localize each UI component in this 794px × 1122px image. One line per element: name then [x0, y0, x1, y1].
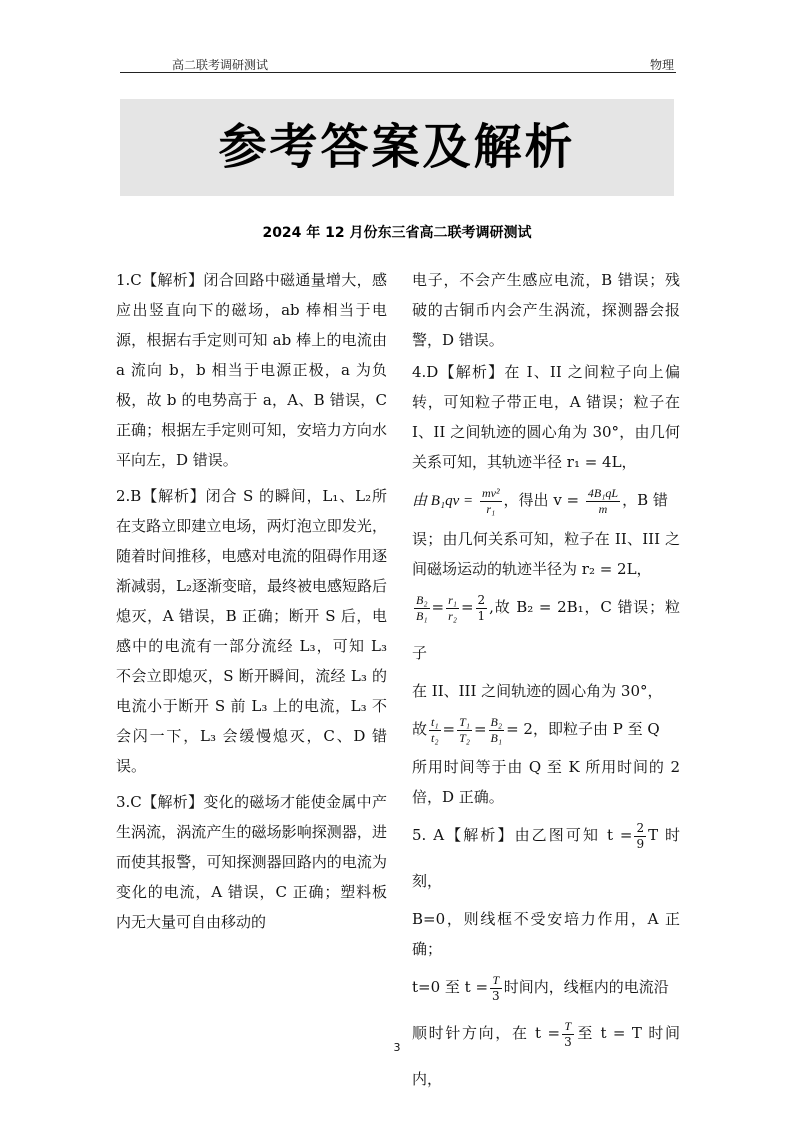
fraction	[490, 973, 502, 1004]
numerator: T₁	[459, 714, 470, 729]
denominator: 3	[492, 988, 500, 1003]
numerator: B₂	[416, 592, 428, 607]
answer-4-part-a: 4.D【解析】在 I、II 之间粒子向上偏转，可知粒子带正电，A 错误；粒子在 I、II 之间轨迹的圆心角为 30°，由几何关系可知，其轨迹半径 r₁ = 4L，	[412, 363, 680, 471]
denominator: m	[598, 501, 608, 516]
exam-subtitle: 2024 年 12 月份东三省高二联考调研测试	[262, 225, 532, 241]
numerator: B₂	[490, 714, 503, 729]
fraction	[480, 486, 502, 517]
answer-5-part-a	[412, 812, 680, 904]
fraction	[446, 593, 459, 624]
header-subject: 物理	[649, 58, 674, 72]
answer-4-part-b	[412, 477, 680, 524]
answer-5-part-b: B=0，则线框不受安培力作用，A 正确；	[412, 910, 680, 958]
denominator: 1	[477, 608, 486, 623]
numerator: t₁	[431, 714, 439, 729]
equation-text: ,故 B₂ = 2B₁，C 错误；粒子	[412, 598, 680, 662]
equation-text: 5. A【解析】由乙图可知 t =	[412, 826, 633, 844]
answer-5-part-c	[412, 964, 680, 1010]
equation-text: T 时刻，	[412, 826, 680, 890]
fraction	[634, 821, 646, 852]
denominator: 3	[564, 1034, 572, 1049]
denominator: r₁	[486, 501, 496, 516]
answer-1: 1.C【解析】闭合回路中磁通量增大，感应出竖直向下的磁场，ab 棒相当于电源，根据右手定则可知 ab 棒上的电流由 a 流向 b，b 相当于电源正极，a 为负极，故 b 的电势高于 a，A、B 错误，C 正确；根据左手定则可知，安培力方向水平向左，D 错误。	[116, 271, 387, 469]
numerator: 4B₁qL	[587, 485, 619, 500]
fraction	[476, 593, 488, 624]
denominator: T₂	[459, 730, 470, 745]
running-header	[120, 58, 676, 73]
answer-2: 2.B【解析】闭合 S 的瞬间，L₁、L₂所在支路立即建立电场，两灯泡立即发光，随着时间推移，电感对电流的阻碍作用逐渐减弱，L₂逐渐变暗，最终被电感短路后熄灭，A 错误，B 正确；断开 S 后，电感中的电流有一部分流经 L₃，可知 L₃ 不会立即熄灭，S 断开瞬间，流经 L₃ 的电流小于断开 S 前 L₃ 上的电流，L₃ 不会闪一下，L₃ 会缓慢熄灭，C、D 错误。	[116, 487, 387, 775]
left-column	[116, 265, 387, 937]
equation-text: = 2，即粒子由 P 至 Q	[506, 720, 660, 738]
equation-text: t=0 至 t =	[412, 978, 489, 996]
fraction	[414, 593, 430, 624]
page-number: 3	[393, 1041, 401, 1054]
equation-text: 顺时针方向，在 t =	[412, 1024, 561, 1042]
header-exam-name: 高二联考调研测试	[172, 58, 269, 72]
denominator: B₁	[490, 730, 503, 745]
right-column	[412, 265, 680, 1102]
numerator: mv²	[481, 485, 500, 500]
numerator: r₁	[448, 592, 457, 607]
page-title: 参考答案及解析	[218, 119, 576, 175]
answer-4-part-e: 在 II、III 之间轨迹的圆心角为 30°，	[412, 682, 663, 700]
answer-4-part-g: 所用时间等于由 Q 至 K 所用时间的 2 倍，D 正确。	[412, 758, 680, 806]
equation-text: 故	[412, 720, 428, 738]
answer-4-part-c: 误；由几何关系可知，粒子在 II、III 之间磁场运动的轨迹半径为 r₂ = 2L，	[412, 530, 680, 578]
numerator: 2	[477, 592, 486, 607]
fraction	[429, 715, 441, 746]
answer-4-part-d: $\frac{\text{B₂}}{\text{B₁}}$ = $\frac{\text{r₁}}{\text{r₂}}$ = $\frac{2}{1}$ ,故 B₂ = 2B₁，C 错误；粒子	[412, 592, 680, 662]
equation-text: 时间内，线框内的电流沿	[503, 978, 669, 996]
answer-4-part-f: 故 $\frac{\text{t₁}}{\text{t₂}}$ = $\frac{\text{T₁}}{\text{T₂}}$ = $\frac{\text{B₂}}{\text{B₁}}$ = 2，即粒子由 P 至 Q	[412, 714, 660, 745]
answer-3: 3.C【解析】变化的磁场才能使金属中产生涡流，涡流产生的磁场影响探测器，进而使其报警，可知探测器回路内的电流为变化的电流，A 错误，C 正确；塑料板内无大量可自由移动的	[116, 793, 387, 931]
equation-text: 由 B₁qv =	[412, 493, 474, 509]
numerator: T	[562, 1019, 574, 1035]
equation-text: ，B 错	[622, 491, 668, 509]
equation-text: 至 t = T 时间内，	[412, 1024, 680, 1088]
denominator: r₂	[448, 608, 457, 623]
answer-3-continued: 电子，不会产生感应电流，B 错误；残破的古铜币内会产生涡流，探测器会报警，D 错误。	[412, 271, 680, 349]
denominator: t₂	[431, 730, 439, 745]
fraction	[586, 486, 620, 517]
numerator: T	[490, 973, 502, 989]
denominator: B₁	[416, 608, 428, 623]
fraction	[489, 715, 505, 746]
title-banner	[120, 99, 674, 196]
answer-5-part-d	[412, 1010, 680, 1102]
fraction	[457, 715, 472, 746]
denominator: 9	[636, 836, 645, 851]
numerator: 2	[636, 820, 645, 835]
equation-text: ，得出 v =	[503, 491, 580, 509]
